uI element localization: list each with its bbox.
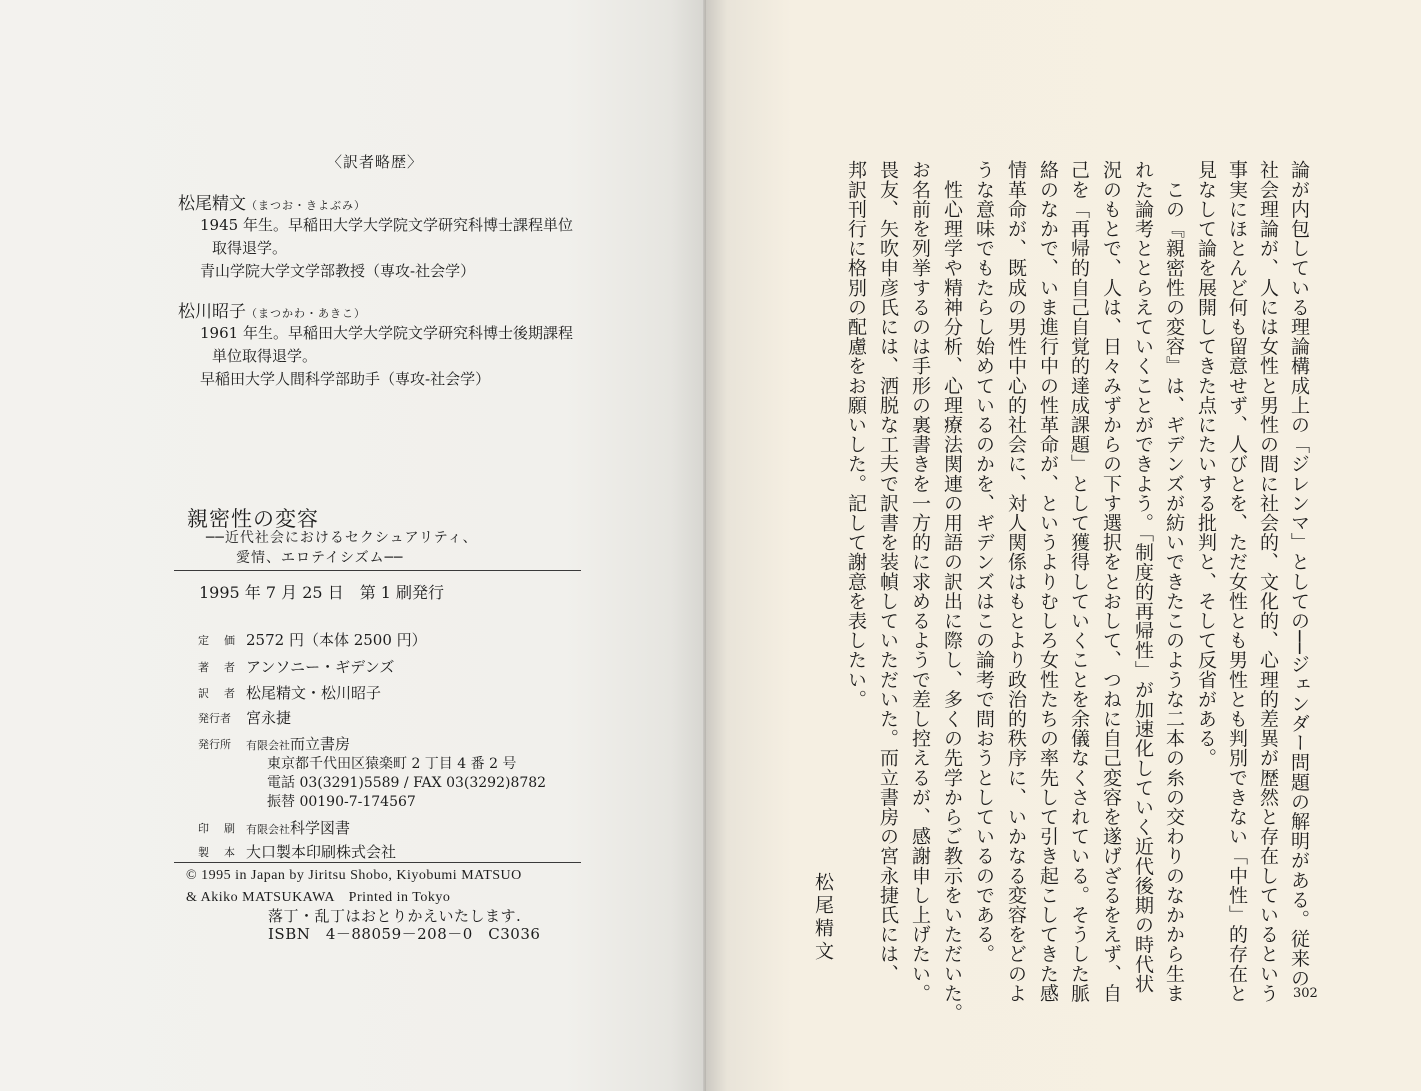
printer-row: 印 刷 有限会社科学図書 bbox=[198, 819, 351, 837]
divider bbox=[174, 862, 581, 863]
book-subtitle: 愛情、エロテイシズム── bbox=[236, 550, 404, 566]
signature: 松尾精文 bbox=[812, 872, 834, 964]
translator-1-bio: 取得退学。 bbox=[212, 239, 288, 257]
page-number: 302 bbox=[1293, 986, 1318, 1001]
afterword-line: 己を「再帰的自己自覚的達成課題」として獲得していくことを余儀なくされている。そうした脈 bbox=[1068, 160, 1090, 1003]
afterword-line: 見なして論を展開してきた点にたいする批判と、そして反省がある。 bbox=[1195, 160, 1217, 768]
afterword-line: れた論考ととらえていくことができよう。「制度的再帰性」が加速化していく近代後期の時代状 bbox=[1132, 160, 1154, 994]
afterword-line: うな意味でもたらし始めているのかを、ギデンズはこの論考で問おうとしているのである。 bbox=[973, 160, 995, 964]
afterword-line: 事実にほとんど何も留意せず、人びとを、ただ女性とも男性とも判別できない「中性」的存在と bbox=[1226, 160, 1248, 1003]
translator-profile-heading: 〈訳者略歴〉 bbox=[327, 153, 424, 171]
publisher-address: 東京都千代田区猿楽町 2 丁目 4 番 2 号 bbox=[267, 756, 517, 772]
afterword-line: 畏友、矢吹申彦氏には、洒脱な工夫で訳書を装幀していただいた。而立書房の宮永捷氏には、 bbox=[877, 160, 899, 984]
publisher-postal-transfer: 振替 00190-7-174567 bbox=[267, 794, 416, 810]
translator-1-position: 青山学院大学文学部教授（専攻-社会学） bbox=[200, 262, 476, 280]
book-subtitle: ──近代社会におけるセクシュアリティ、 bbox=[206, 530, 478, 546]
afterword-line: 性心理学や精神分析、心理療法関連の用語の訳出に際し、多くの先学からご教示をいただいた。 bbox=[941, 160, 963, 1023]
afterword-line: 情革命が、既成の男性中心的社会に、対人関係はもとより政治的秩序に、いかなる変容をどのよ bbox=[1005, 160, 1027, 1003]
publication-date: 1995 年 7 月 25 日 第 1 刷発行 bbox=[199, 583, 445, 602]
right-page bbox=[706, 0, 1421, 1091]
left-page bbox=[0, 0, 706, 1091]
isbn: ISBN 4－88059－208－0 C3036 bbox=[268, 925, 541, 943]
copyright-notice: & Akiko MATSUKAWA Printed in Tokyo bbox=[186, 890, 451, 905]
publisher-phone: 電話 03(3291)5589 / FAX 03(3292)8782 bbox=[267, 775, 547, 791]
binder-row: 製 本 大口製本印刷株式会社 bbox=[198, 843, 397, 861]
translator-row: 訳 者 松尾精文・松川昭子 bbox=[198, 684, 382, 702]
translator-1-name: 松尾精文（まつお・きよぶみ） bbox=[178, 194, 366, 214]
translator-2-position: 早稲田大学人間科学部助手（専攻-社会学） bbox=[200, 370, 491, 388]
translator-1-bio: 1945 年生。早稲田大学大学院文学研究科博士課程単位 bbox=[200, 216, 573, 234]
book-title: 親密性の変容 bbox=[187, 507, 319, 531]
divider bbox=[174, 570, 581, 571]
copyright-notice: © 1995 in Japan by Jiritsu Shobo, Kiyobumi MATSUO bbox=[186, 868, 522, 883]
afterword-line: この『親密性の変容』は、ギデンズが紡いできたこのような二本の糸の交わりのなかから生ま bbox=[1163, 160, 1185, 1003]
afterword-line: お名前を列挙するのは手形の裏書きを一方的に求めるようで差し控えるが、感謝申し上げたい。 bbox=[909, 160, 931, 1003]
translator-2-bio: 1961 年生。早稲田大学大学院文学研究科博士後期課程 bbox=[200, 324, 573, 342]
translator-2-name: 松川昭子（まつかわ・あきこ） bbox=[178, 302, 366, 322]
afterword-line: 邦訳刊行に格別の配慮をお願いした。記して謝意を表したい。 bbox=[845, 160, 867, 709]
price-row: 定 価 2572 円（本体 2500 円） bbox=[198, 631, 427, 649]
publisher-row: 発行所 有限会社而立書房 bbox=[198, 735, 351, 753]
replacement-note: 落丁・乱丁はおとりかえいたします. bbox=[268, 907, 522, 925]
author-row: 著 者 アンソニー・ギデンズ bbox=[198, 658, 395, 676]
translator-2-bio: 単位取得退学。 bbox=[212, 347, 318, 365]
afterword-line: 論が内包している理論構成上の「ジレンマ」としての──ジェンダー問題の解明がある。従来の bbox=[1288, 160, 1310, 988]
publisher-person-row: 発行者 宮永捷 bbox=[198, 709, 292, 727]
afterword-line: 況のもとで、人は、日々みずからの下す選択をとおして、つねに自己変容を遂げざるをえず、自 bbox=[1100, 160, 1122, 1003]
afterword-line: 社会理論が、人には女性と男性の間に社会的、文化的、心理的差異が歴然と存在しているという bbox=[1257, 160, 1279, 1003]
afterword-line: 絡のなかで、いま進行中の性革命が、というよりむしろ女性たちの率先して引き起こしてきた感 bbox=[1037, 160, 1059, 1003]
